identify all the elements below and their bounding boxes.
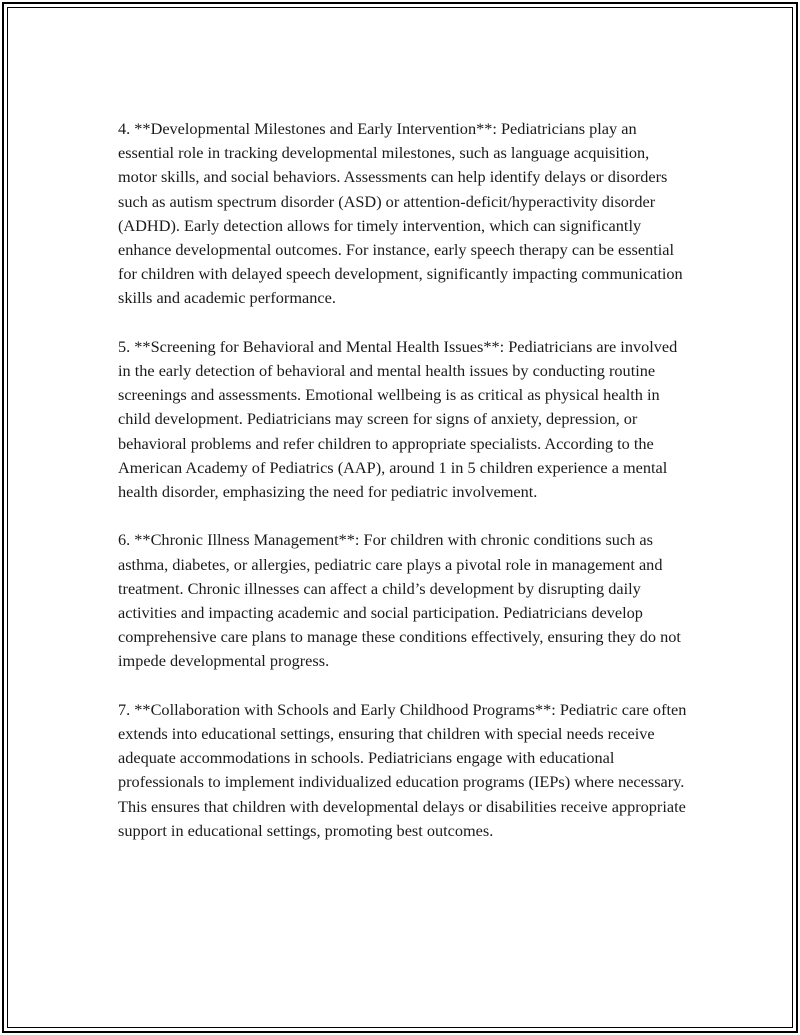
document-body <box>118 117 688 843</box>
paragraph-school-collaboration: 7. **Collaboration with Schools and Early Childhood Programs**: Pediatric care often extends into educational settings, ensuring that children with special needs receive adequate accommodations in schools. Pediatricians engage with educational professionals to implement individualized education programs (IEPs) where necessary. This ensures that children with developmental delays or disabilities receive appropriate support in educational settings, promoting best outcomes. <box>118 699 687 840</box>
paragraph-behavioral-mental-health: 5. **Screening for Behavioral and Mental Health Issues**: Pediatricians are involved in the early detection of behavioral and mental health issues by conducting routine screenings and assessments. Emotional wellbeing is as critical as physical health in child development. Pediatricians may screen for signs of anxiety, depression, or behavioral problems and refer children to appropriate specialists. According to the American Academy of Pediatrics (AAP), around 1 in 5 children experience a mental health disorder, emphasizing the need for pediatric involvement. <box>118 336 678 502</box>
paragraph-developmental-milestones: 4. **Developmental Milestones and Early Intervention**: Pediatricians play an essential role in tracking developmental milestones, such as language acquisition, motor skills, and social behaviors. Assessments can help identify delays or disorders such as autism spectrum disorder (ASD) or attention-deficit/hyperactivity disorder (ADHD). Early detection allows for timely intervention, which can significantly enhance developmental outcomes. For instance, early speech therapy can be essential for children with delayed speech development, significantly impacting communication skills and academic performance. <box>118 119 683 308</box>
paragraph-chronic-illness: 6. **Chronic Illness Management**: For children with chronic conditions such as asthma, diabetes, or allergies, pediatric care plays a pivotal role in management and treatment. Chronic illnesses can affect a child’s development by disrupting daily activities and impacting academic and social participation. Pediatricians develop comprehensive care plans to manage these conditions effectively, ensuring they do not impede developmental progress. <box>118 530 681 671</box>
